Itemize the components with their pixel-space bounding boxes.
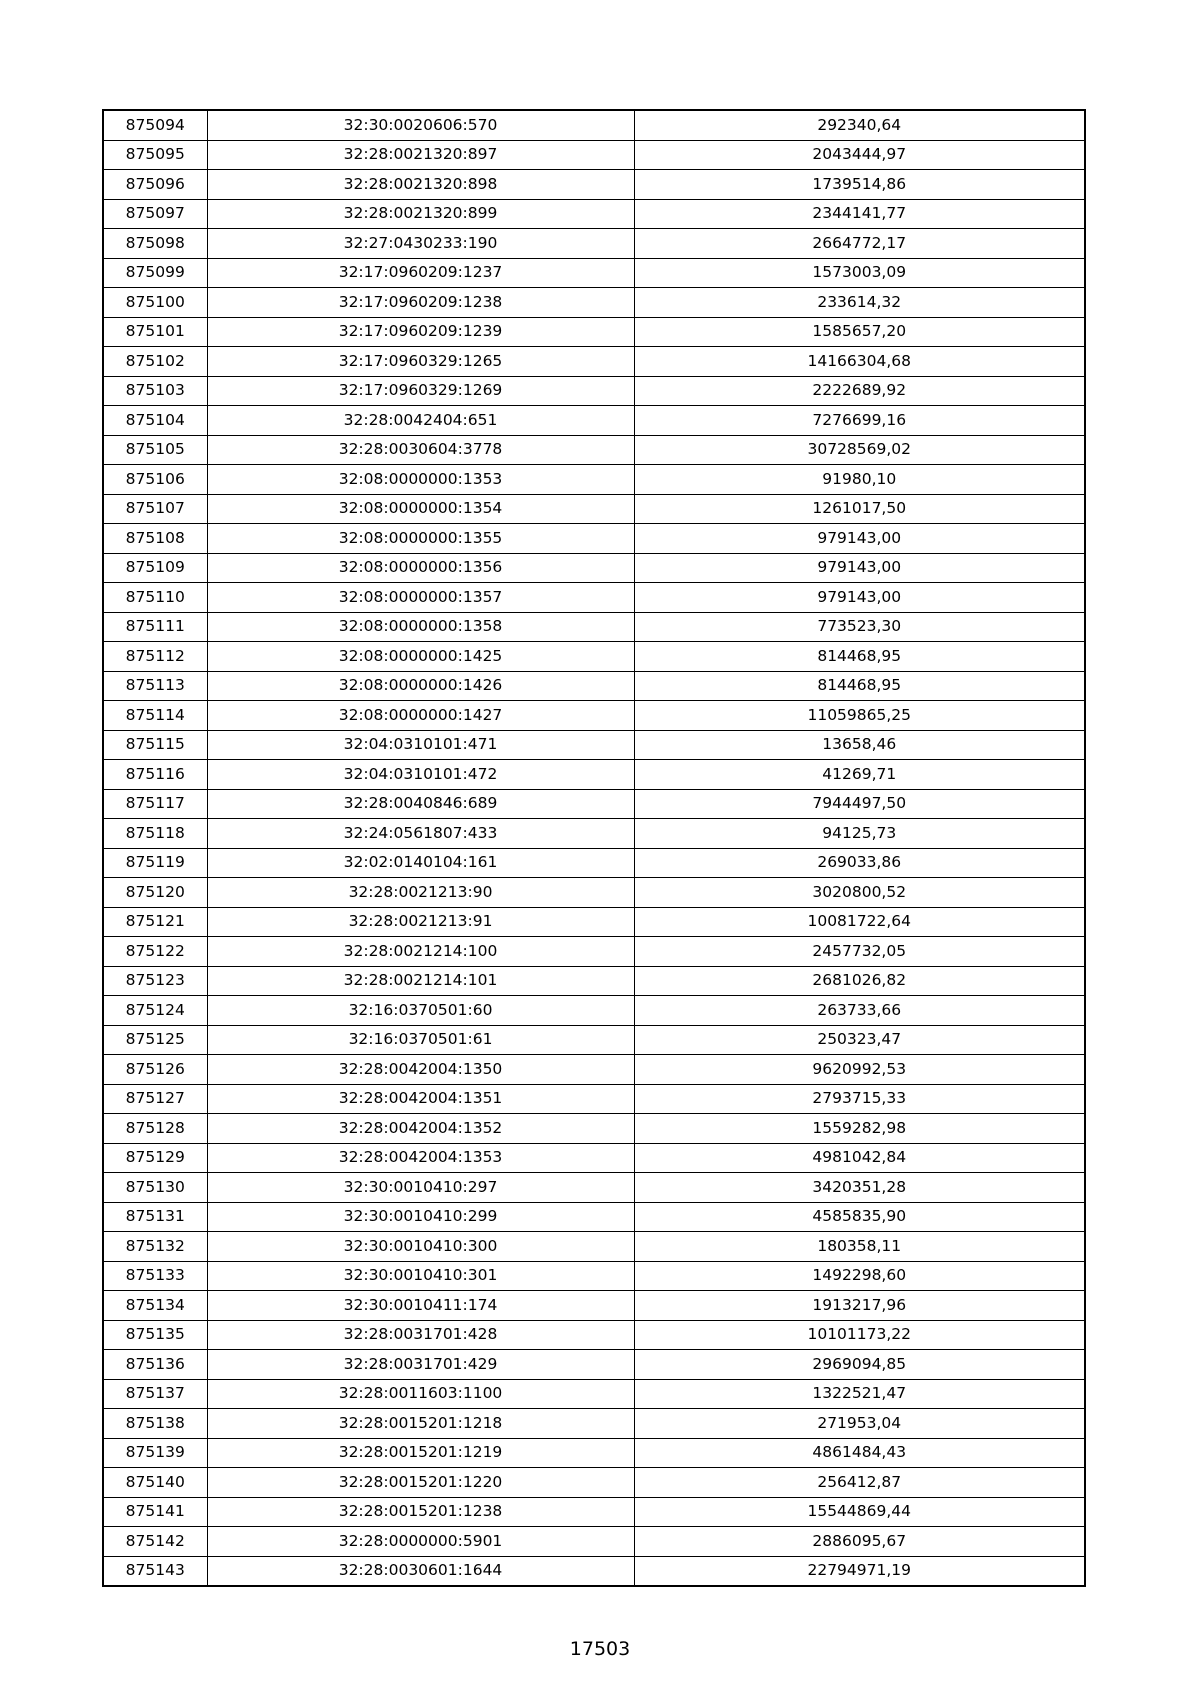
- row-number-cell: 875139: [103, 1438, 207, 1468]
- cadastral-number-cell: 32:28:0021320:897: [207, 140, 634, 170]
- table-row: [103, 1320, 1085, 1350]
- cadastral-value-cell: 10081722,64: [634, 907, 1085, 937]
- cadastral-value-cell: 94125,73: [634, 819, 1085, 849]
- row-number-cell: 875123: [103, 966, 207, 996]
- row-number-cell: 875102: [103, 347, 207, 377]
- table-row: [103, 1350, 1085, 1380]
- row-number-cell: 875117: [103, 789, 207, 819]
- cadastral-value-cell: 15544869,44: [634, 1497, 1085, 1527]
- table-row: [103, 524, 1085, 554]
- cadastral-number-cell: 32:08:0000000:1354: [207, 494, 634, 524]
- cadastral-number-cell: 32:28:0042004:1350: [207, 1055, 634, 1085]
- row-number-cell: 875142: [103, 1527, 207, 1557]
- row-number-cell: 875132: [103, 1232, 207, 1262]
- row-number-cell: 875129: [103, 1143, 207, 1173]
- row-number-cell: 875124: [103, 996, 207, 1026]
- row-number-cell: 875111: [103, 612, 207, 642]
- cadastral-number-cell: 32:17:0960209:1237: [207, 258, 634, 288]
- table-row: [103, 1556, 1085, 1586]
- cadastral-number-cell: 32:28:0021213:90: [207, 878, 634, 908]
- cadastral-number-cell: 32:08:0000000:1355: [207, 524, 634, 554]
- table-row: [103, 435, 1085, 465]
- row-number-cell: 875110: [103, 583, 207, 613]
- page-number: 17503: [569, 1638, 631, 1660]
- cadastral-number-cell: 32:30:0010411:174: [207, 1291, 634, 1321]
- table-row: [103, 760, 1085, 790]
- table-row: [103, 937, 1085, 967]
- cadastral-number-cell: 32:02:0140104:161: [207, 848, 634, 878]
- row-number-cell: 875135: [103, 1320, 207, 1350]
- row-number-cell: 875098: [103, 229, 207, 259]
- row-number-cell: 875128: [103, 1114, 207, 1144]
- cadastral-value-cell: 2222689,92: [634, 376, 1085, 406]
- cadastral-number-cell: 32:08:0000000:1356: [207, 553, 634, 583]
- table-row: [103, 258, 1085, 288]
- row-number-cell: 875137: [103, 1379, 207, 1409]
- cadastral-value-cell: 13658,46: [634, 730, 1085, 760]
- cadastral-number-cell: 32:28:0021214:100: [207, 937, 634, 967]
- cadastral-value-cell: 10101173,22: [634, 1320, 1085, 1350]
- cadastral-value-cell: 2969094,85: [634, 1350, 1085, 1380]
- table-row: [103, 789, 1085, 819]
- table-row: [103, 1438, 1085, 1468]
- cadastral-number-cell: 32:30:0010410:297: [207, 1173, 634, 1203]
- row-number-cell: 875126: [103, 1055, 207, 1085]
- cadastral-number-cell: 32:30:0020606:570: [207, 110, 634, 140]
- row-number-cell: 875097: [103, 199, 207, 229]
- table-row: [103, 465, 1085, 495]
- row-number-cell: 875134: [103, 1291, 207, 1321]
- row-number-cell: 875140: [103, 1468, 207, 1498]
- table-row: [103, 1143, 1085, 1173]
- cadastral-number-cell: 32:08:0000000:1357: [207, 583, 634, 613]
- row-number-cell: 875118: [103, 819, 207, 849]
- row-number-cell: 875105: [103, 435, 207, 465]
- table-row: [103, 229, 1085, 259]
- cadastral-number-cell: 32:17:0960209:1238: [207, 288, 634, 318]
- cadastral-number-cell: 32:28:0011603:1100: [207, 1379, 634, 1409]
- cadastral-value-cell: 271953,04: [634, 1409, 1085, 1439]
- cadastral-value-cell: 814468,95: [634, 671, 1085, 701]
- row-number-cell: 875114: [103, 701, 207, 731]
- cadastral-value-cell: 1573003,09: [634, 258, 1085, 288]
- cadastral-value-cell: 180358,11: [634, 1232, 1085, 1262]
- cadastral-number-cell: 32:30:0010410:300: [207, 1232, 634, 1262]
- cadastral-value-cell: 2793715,33: [634, 1084, 1085, 1114]
- cadastral-value-cell: 1492298,60: [634, 1261, 1085, 1291]
- cadastral-value-cell: 2457732,05: [634, 937, 1085, 967]
- cadastral-value-cell: 269033,86: [634, 848, 1085, 878]
- row-number-cell: 875136: [103, 1350, 207, 1380]
- cadastral-value-cell: 263733,66: [634, 996, 1085, 1026]
- table-row: [103, 317, 1085, 347]
- table-row: [103, 406, 1085, 436]
- row-number-cell: 875100: [103, 288, 207, 318]
- cadastral-value-cell: 2681026,82: [634, 966, 1085, 996]
- cadastral-value-cell: 9620992,53: [634, 1055, 1085, 1085]
- cadastral-number-cell: 32:28:0000000:5901: [207, 1527, 634, 1557]
- table-row: [103, 347, 1085, 377]
- cadastral-number-cell: 32:28:0021320:898: [207, 170, 634, 200]
- table-row: [103, 1202, 1085, 1232]
- row-number-cell: 875095: [103, 140, 207, 170]
- table-row: [103, 878, 1085, 908]
- cadastral-value-cell: 41269,71: [634, 760, 1085, 790]
- cadastral-number-cell: 32:24:0561807:433: [207, 819, 634, 849]
- row-number-cell: 875094: [103, 110, 207, 140]
- cadastral-value-cell: 1585657,20: [634, 317, 1085, 347]
- table-row: [103, 1055, 1085, 1085]
- cadastral-value-cell: 250323,47: [634, 1025, 1085, 1055]
- row-number-cell: 875143: [103, 1556, 207, 1586]
- cadastral-value-cell: 979143,00: [634, 583, 1085, 613]
- table-row: [103, 1025, 1085, 1055]
- cadastral-value-cell: 3020800,52: [634, 878, 1085, 908]
- table-row: [103, 848, 1085, 878]
- row-number-cell: 875113: [103, 671, 207, 701]
- cadastral-number-cell: 32:28:0015201:1238: [207, 1497, 634, 1527]
- cadastral-value-cell: 4585835,90: [634, 1202, 1085, 1232]
- cadastral-number-cell: 32:08:0000000:1427: [207, 701, 634, 731]
- cadastral-value-cell: 30728569,02: [634, 435, 1085, 465]
- table-row: [103, 1232, 1085, 1262]
- cadastral-value-cell: 1322521,47: [634, 1379, 1085, 1409]
- cadastral-number-cell: 32:28:0015201:1220: [207, 1468, 634, 1498]
- cadastral-value-cell: 1739514,86: [634, 170, 1085, 200]
- table-row: [103, 553, 1085, 583]
- table-row: [103, 701, 1085, 731]
- cadastral-value-table: [102, 109, 1086, 1587]
- table-row: [103, 199, 1085, 229]
- table-row: [103, 376, 1085, 406]
- table-row: [103, 642, 1085, 672]
- cadastral-number-cell: 32:27:0430233:190: [207, 229, 634, 259]
- row-number-cell: 875096: [103, 170, 207, 200]
- cadastral-value-cell: 4861484,43: [634, 1438, 1085, 1468]
- table-row: [103, 583, 1085, 613]
- table-body: [103, 110, 1085, 1586]
- cadastral-number-cell: 32:17:0960209:1239: [207, 317, 634, 347]
- row-number-cell: 875106: [103, 465, 207, 495]
- cadastral-value-cell: 979143,00: [634, 524, 1085, 554]
- cadastral-number-cell: 32:04:0310101:471: [207, 730, 634, 760]
- cadastral-value-cell: 773523,30: [634, 612, 1085, 642]
- cadastral-number-cell: 32:28:0030601:1644: [207, 1556, 634, 1586]
- cadastral-number-cell: 32:28:0021214:101: [207, 966, 634, 996]
- table-row: [103, 1497, 1085, 1527]
- cadastral-number-cell: 32:28:0030604:3778: [207, 435, 634, 465]
- row-number-cell: 875116: [103, 760, 207, 790]
- cadastral-value-cell: 3420351,28: [634, 1173, 1085, 1203]
- cadastral-number-cell: 32:28:0042004:1352: [207, 1114, 634, 1144]
- cadastral-number-cell: 32:28:0042004:1351: [207, 1084, 634, 1114]
- table-row: [103, 1409, 1085, 1439]
- cadastral-value-cell: 233614,32: [634, 288, 1085, 318]
- row-number-cell: 875130: [103, 1173, 207, 1203]
- cadastral-number-cell: 32:28:0021320:899: [207, 199, 634, 229]
- cadastral-value-cell: 4981042,84: [634, 1143, 1085, 1173]
- cadastral-value-cell: 7944497,50: [634, 789, 1085, 819]
- table-row: [103, 996, 1085, 1026]
- table-row: [103, 966, 1085, 996]
- cadastral-number-cell: 32:28:0042004:1353: [207, 1143, 634, 1173]
- table-row: [103, 1114, 1085, 1144]
- row-number-cell: 875101: [103, 317, 207, 347]
- cadastral-value-cell: 292340,64: [634, 110, 1085, 140]
- row-number-cell: 875127: [103, 1084, 207, 1114]
- table-row: [103, 1261, 1085, 1291]
- cadastral-number-cell: 32:30:0010410:299: [207, 1202, 634, 1232]
- cadastral-value-cell: 1559282,98: [634, 1114, 1085, 1144]
- row-number-cell: 875103: [103, 376, 207, 406]
- cadastral-value-cell: 1913217,96: [634, 1291, 1085, 1321]
- cadastral-number-cell: 32:28:0040846:689: [207, 789, 634, 819]
- row-number-cell: 875104: [103, 406, 207, 436]
- table-row: [103, 1173, 1085, 1203]
- cadastral-number-cell: 32:28:0015201:1218: [207, 1409, 634, 1439]
- row-number-cell: 875120: [103, 878, 207, 908]
- cadastral-value-cell: 2344141,77: [634, 199, 1085, 229]
- table-row: [103, 494, 1085, 524]
- table-row: [103, 907, 1085, 937]
- cadastral-number-cell: 32:17:0960329:1269: [207, 376, 634, 406]
- cadastral-number-cell: 32:28:0042404:651: [207, 406, 634, 436]
- row-number-cell: 875108: [103, 524, 207, 554]
- row-number-cell: 875099: [103, 258, 207, 288]
- cadastral-number-cell: 32:08:0000000:1358: [207, 612, 634, 642]
- cadastral-number-cell: 32:30:0010410:301: [207, 1261, 634, 1291]
- cadastral-number-cell: 32:28:0031701:428: [207, 1320, 634, 1350]
- cadastral-value-cell: 14166304,68: [634, 347, 1085, 377]
- table-row: [103, 671, 1085, 701]
- table-row: [103, 288, 1085, 318]
- cadastral-value-cell: 2664772,17: [634, 229, 1085, 259]
- table-row: [103, 170, 1085, 200]
- row-number-cell: 875121: [103, 907, 207, 937]
- cadastral-number-cell: 32:16:0370501:61: [207, 1025, 634, 1055]
- table-row: [103, 1468, 1085, 1498]
- cadastral-number-cell: 32:28:0021213:91: [207, 907, 634, 937]
- table-row: [103, 819, 1085, 849]
- row-number-cell: 875109: [103, 553, 207, 583]
- row-number-cell: 875131: [103, 1202, 207, 1232]
- table-row: [103, 1527, 1085, 1557]
- cadastral-value-cell: 2886095,67: [634, 1527, 1085, 1557]
- row-number-cell: 875112: [103, 642, 207, 672]
- table-row: [103, 612, 1085, 642]
- table-row: [103, 730, 1085, 760]
- cadastral-value-cell: 256412,87: [634, 1468, 1085, 1498]
- cadastral-value-cell: 91980,10: [634, 465, 1085, 495]
- row-number-cell: 875122: [103, 937, 207, 967]
- cadastral-number-cell: 32:08:0000000:1426: [207, 671, 634, 701]
- table-row: [103, 110, 1085, 140]
- cadastral-number-cell: 32:28:0031701:429: [207, 1350, 634, 1380]
- row-number-cell: 875107: [103, 494, 207, 524]
- row-number-cell: 875133: [103, 1261, 207, 1291]
- cadastral-value-cell: 7276699,16: [634, 406, 1085, 436]
- cadastral-number-cell: 32:08:0000000:1353: [207, 465, 634, 495]
- cadastral-value-cell: 1261017,50: [634, 494, 1085, 524]
- cadastral-number-cell: 32:08:0000000:1425: [207, 642, 634, 672]
- table-row: [103, 140, 1085, 170]
- cadastral-number-cell: 32:16:0370501:60: [207, 996, 634, 1026]
- cadastral-value-cell: 979143,00: [634, 553, 1085, 583]
- row-number-cell: 875115: [103, 730, 207, 760]
- cadastral-value-cell: 2043444,97: [634, 140, 1085, 170]
- cadastral-number-cell: 32:04:0310101:472: [207, 760, 634, 790]
- cadastral-value-cell: 814468,95: [634, 642, 1085, 672]
- table-row: [103, 1084, 1085, 1114]
- cadastral-value-cell: 11059865,25: [634, 701, 1085, 731]
- cadastral-value-cell: 22794971,19: [634, 1556, 1085, 1586]
- table-row: [103, 1379, 1085, 1409]
- table-row: [103, 1291, 1085, 1321]
- cadastral-number-cell: 32:28:0015201:1219: [207, 1438, 634, 1468]
- cadastral-number-cell: 32:17:0960329:1265: [207, 347, 634, 377]
- row-number-cell: 875138: [103, 1409, 207, 1439]
- row-number-cell: 875119: [103, 848, 207, 878]
- row-number-cell: 875141: [103, 1497, 207, 1527]
- row-number-cell: 875125: [103, 1025, 207, 1055]
